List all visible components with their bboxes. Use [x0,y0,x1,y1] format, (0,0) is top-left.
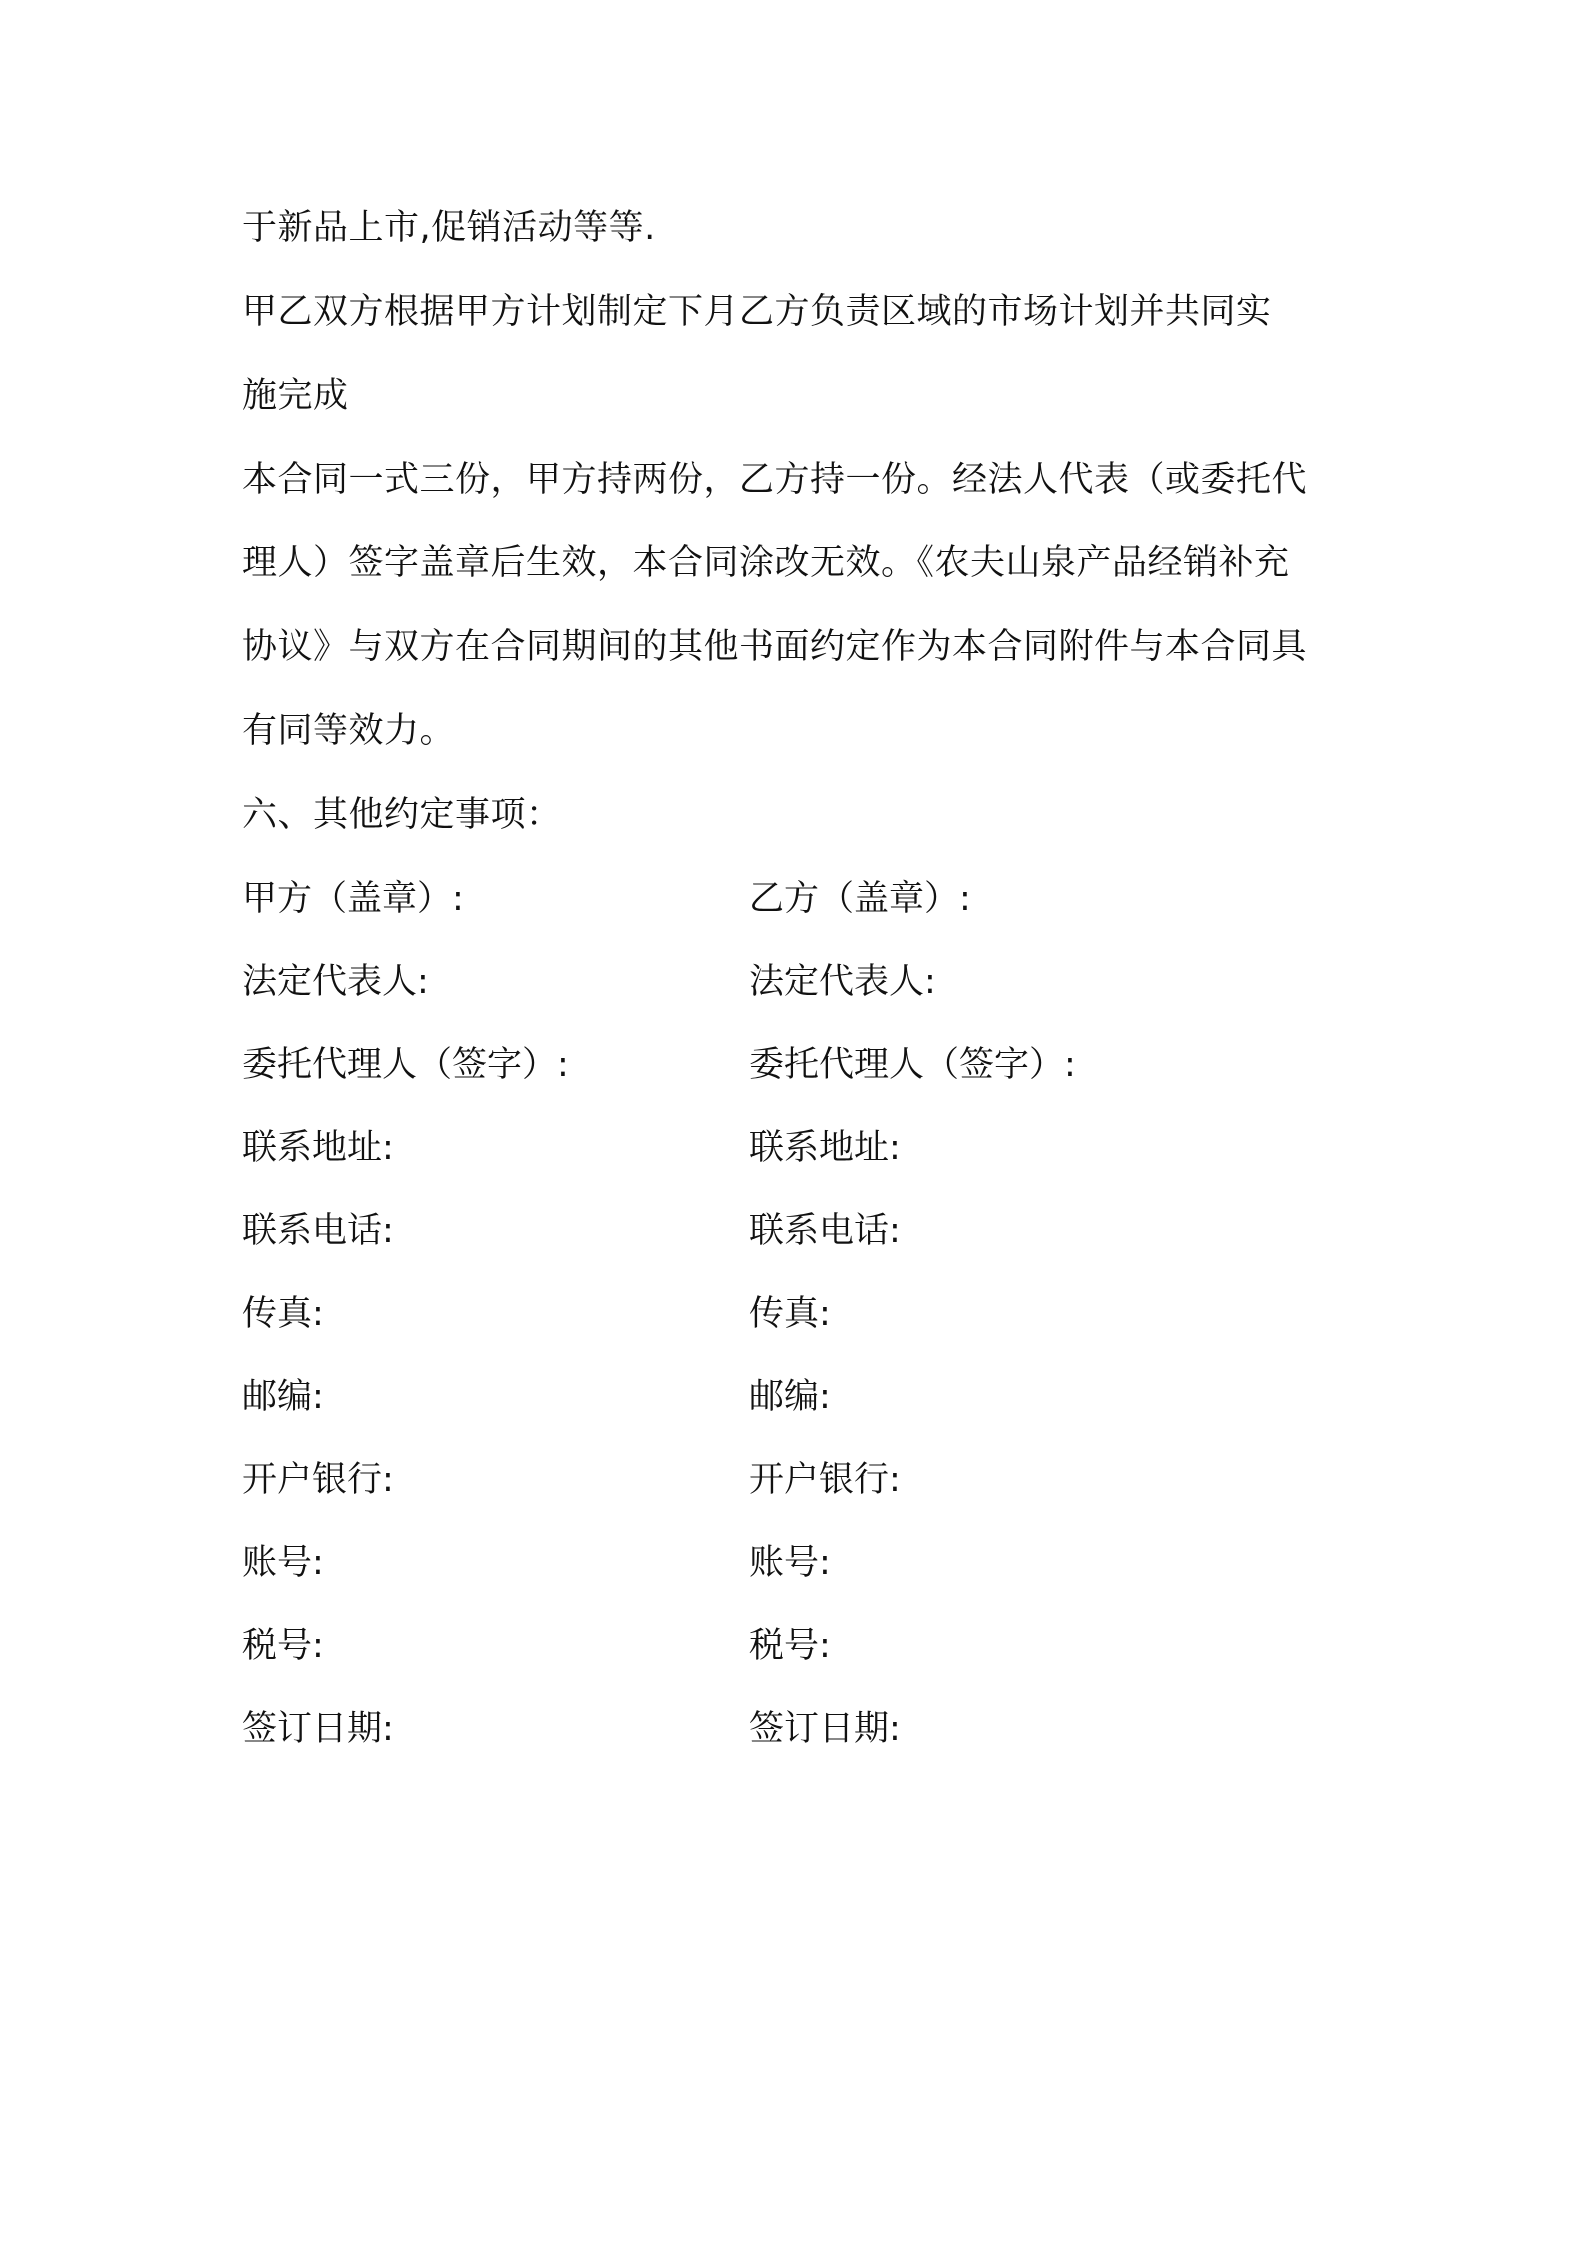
party-b-address-label: 联系地址: [749,1128,901,1168]
paragraph-line: 协议》与双方在合同期间的其他书面约定作为本合同附件与本合同具 [242,627,1308,667]
paragraph-line: 理人）签字盖章后生效，本合同涂改无效。《农夫山泉产品经销补充 [242,543,1290,583]
paragraph-line: 本合同一式三份，甲方持两份，乙方持一份。经法人代表（或委托代 [242,460,1308,500]
signature-row [242,1375,1342,1419]
party-b-seal-label: 乙方（盖章）: [749,879,971,919]
signature-row [242,1458,1342,1502]
signature-row [242,1126,1342,1170]
party-b-sign-date-label: 签订日期: [749,1709,901,1749]
party-a-tax-id-label: 税号: [242,1626,324,1666]
paragraph-line: 甲乙双方根据甲方计划制定下月乙方负责区域的市场计划并共同实 [242,292,1272,332]
section-heading: 六、其他约定事项： [242,795,562,835]
signature-row [242,1707,1342,1751]
party-a-seal-label: 甲方（盖章）: [242,879,464,919]
party-a-agent-label: 委托代理人（签字）: [242,1045,569,1085]
party-b-phone-label: 联系电话: [749,1211,901,1251]
party-a-sign-date-label: 签订日期: [242,1709,394,1749]
signature-row [242,1043,1342,1087]
signature-row [242,1292,1342,1336]
party-b-tax-id-label: 税号: [749,1626,831,1666]
paragraph-line: 有同等效力。 [242,711,456,751]
party-a-fax-label: 传真: [242,1294,324,1334]
party-b-postcode-label: 邮编: [749,1377,831,1417]
party-b-bank-label: 开户银行: [749,1460,901,1500]
paragraph-line: 施完成 [242,376,349,416]
signature-row [242,960,1342,1004]
party-a-legal-rep-label: 法定代表人: [242,962,429,1002]
party-b-account-label: 账号: [749,1543,831,1583]
party-b-legal-rep-label: 法定代表人: [749,962,936,1002]
paragraph-line: 于新品上市,促销活动等等. [242,208,656,248]
party-b-agent-label: 委托代理人（签字）: [749,1045,1076,1085]
signature-row [242,1209,1342,1253]
party-a-account-label: 账号: [242,1543,324,1583]
party-a-phone-label: 联系电话: [242,1211,394,1251]
signature-row [242,1624,1342,1668]
party-b-fax-label: 传真: [749,1294,831,1334]
party-a-postcode-label: 邮编: [242,1377,324,1417]
signature-row [242,1541,1342,1585]
party-a-bank-label: 开户银行: [242,1460,394,1500]
party-a-address-label: 联系地址: [242,1128,394,1168]
signature-row [242,877,1342,921]
